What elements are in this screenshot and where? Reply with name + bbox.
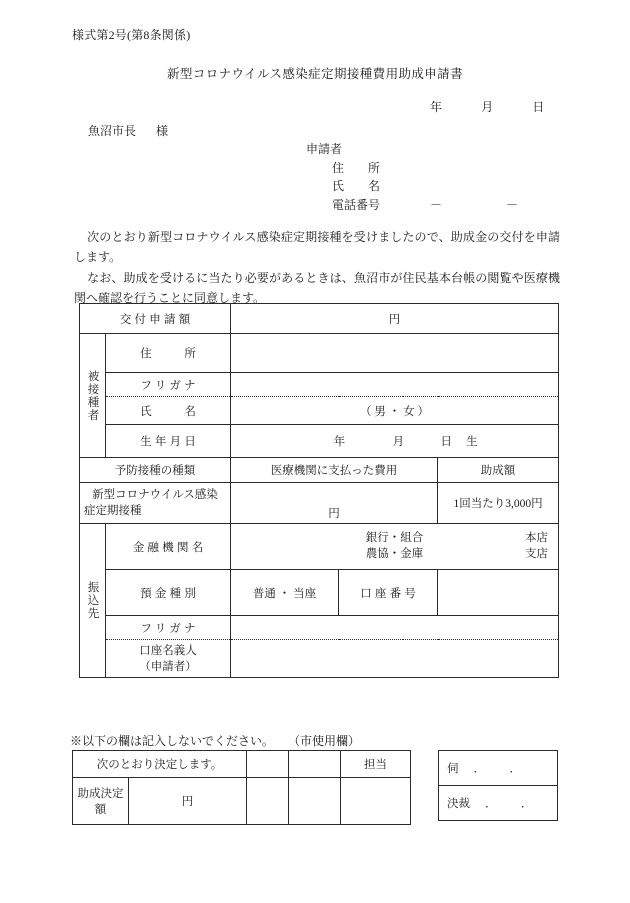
decision-blank-cell-2[interactable] <box>289 751 341 778</box>
approval-inquiry-dot-2: ． <box>509 763 521 775</box>
applicant-phone-dash-1: － <box>430 197 443 212</box>
body-paragraph-2 <box>74 268 560 308</box>
table-row-account-furigana <box>80 616 559 640</box>
applicant-name-label: 氏 名 <box>332 179 381 193</box>
paid-cost-header-cell: 医療機関に支払った費用 <box>231 458 438 483</box>
approval-decision-dot-1: ． <box>485 798 497 810</box>
official-use-note-suffix: （市使用欄） <box>288 734 361 748</box>
applicant-block <box>306 140 518 214</box>
table-row-recipient-address <box>80 334 559 373</box>
applicant-phone-dash-2: － <box>506 197 519 212</box>
paid-cost-value-cell[interactable]: 円 <box>231 483 438 524</box>
transfer-label: 振込先 <box>86 581 99 620</box>
table-row-approval-decision <box>439 786 558 821</box>
body-paragraph-1 <box>74 227 560 267</box>
account-number-label-cell: 口座番号 <box>339 570 438 616</box>
table-row-grant-amount <box>80 304 559 334</box>
date-year-label: 年 <box>430 100 443 114</box>
recipient-furigana-input-cell[interactable] <box>231 373 559 397</box>
recipient-name-label-cell: 氏 名 <box>106 397 231 425</box>
applicant-phone-label: 電話番号 <box>332 197 381 212</box>
official-use-note-text: ※以下の欄は記入しないでください。 <box>70 734 275 748</box>
addressee <box>88 122 168 139</box>
decision-text-cell: 次のとおり決定します。 <box>73 751 247 778</box>
addressee-honorific: 様 <box>156 124 169 138</box>
account-number-input-cell[interactable] <box>438 570 559 616</box>
table-row-approval-inquiry <box>439 751 558 786</box>
bank-name-label-cell: 金融機関名 <box>106 524 231 570</box>
recipient-gender-cell[interactable]: （ 男 ・ 女 ） <box>231 397 559 425</box>
subsidy-header-cell: 助成額 <box>438 458 559 483</box>
recipient-furigana-label-cell: フリガナ <box>106 373 231 397</box>
approval-decision-cell[interactable] <box>439 786 558 821</box>
submission-date-line <box>430 98 545 115</box>
approval-decision-label: 決裁 <box>447 798 470 810</box>
application-main-table <box>79 303 559 678</box>
decision-blank-cell-1[interactable] <box>247 751 289 778</box>
table-row-vaccine-headers <box>80 458 559 483</box>
bank-name-input-cell[interactable]: 銀行・組合 農協・金庫 本店 支店 <box>231 524 559 570</box>
decided-amount-value-cell[interactable]: 円 <box>129 778 247 825</box>
official-use-note <box>70 732 360 749</box>
table-row-vaccine-values <box>80 483 559 524</box>
table-row-decided-amount <box>73 778 411 825</box>
addressee-name: 魚沼市長 <box>88 124 137 138</box>
recipient-birthdate-label-cell: 生年月日 <box>106 425 231 458</box>
account-furigana-label-cell: フリガナ <box>106 616 231 640</box>
approval-table <box>438 750 558 821</box>
body-paragraph-2-text: なお、助成を受けるに当たり必要があるときは、魚沼市が住民基本台帳の閲覧や医療機関へ確認を行うことに同意します。 <box>74 271 560 305</box>
table-row-account-holder <box>80 640 559 678</box>
account-holder-label-cell: 口座名義人 （申請者） <box>106 640 231 678</box>
decided-amount-label-cell: 助成決定額 <box>73 778 129 825</box>
account-furigana-input-cell[interactable] <box>231 616 559 640</box>
recipient-birthdate-input-cell[interactable]: 年 月 日 生 <box>231 425 559 458</box>
official-decision-table <box>72 750 411 825</box>
applicant-phone-row <box>306 196 518 215</box>
account-holder-input-cell[interactable] <box>231 640 559 678</box>
table-row-recipient-name <box>80 397 559 425</box>
grant-amount-value-cell[interactable]: 円 <box>231 304 559 334</box>
table-row-decision-header <box>73 751 411 778</box>
applicant-heading: 申請者 <box>306 142 343 156</box>
subsidy-value-cell: 1回当たり3,000円 <box>438 483 559 524</box>
recipient-label: 被接種者 <box>86 369 99 422</box>
recipient-vertical-label-cell <box>80 334 106 458</box>
applicant-address-label: 住 所 <box>332 160 381 175</box>
grant-amount-label-cell: 交付申請額 <box>80 304 231 334</box>
document-title: 新型コロナウイルス感染症定期接種費用助成申請書 <box>167 67 463 81</box>
recipient-address-label-cell: 住 所 <box>106 334 231 373</box>
table-row-deposit-type <box>80 570 559 616</box>
approval-inquiry-label: 伺 <box>447 763 459 775</box>
recipient-address-input-cell[interactable] <box>231 334 559 373</box>
approval-decision-dot-2: ． <box>521 798 533 810</box>
date-month-label: 月 <box>481 100 494 114</box>
date-day-label: 日 <box>532 100 545 114</box>
form-code: 様式第2号(第8条関係) <box>72 28 191 42</box>
decision-stamp-cell-3[interactable] <box>341 778 411 825</box>
deposit-type-label-cell: 預金種別 <box>106 570 231 616</box>
table-row-recipient-furigana <box>80 373 559 397</box>
vaccine-type-header-cell: 予防接種の種類 <box>80 458 231 483</box>
decision-stamp-cell-1[interactable] <box>247 778 289 825</box>
table-row-recipient-birthdate <box>80 425 559 458</box>
vaccine-type-value-cell: 新型コロナウイルス感染 症定期接種 <box>80 483 231 524</box>
charge-label-cell: 担当 <box>341 751 411 778</box>
approval-inquiry-dot-1: ． <box>473 763 486 775</box>
deposit-type-options-cell[interactable]: 普通 ・ 当座 <box>231 570 339 616</box>
table-row-bank-name <box>80 524 559 570</box>
decision-stamp-cell-2[interactable] <box>289 778 341 825</box>
approval-inquiry-cell[interactable] <box>439 751 558 786</box>
body-paragraph-1-text: 次のとおり新型コロナウイルス感染症定期接種を受けましたので、助成金の交付を申請します。 <box>74 230 560 264</box>
transfer-vertical-label-cell <box>80 524 106 678</box>
